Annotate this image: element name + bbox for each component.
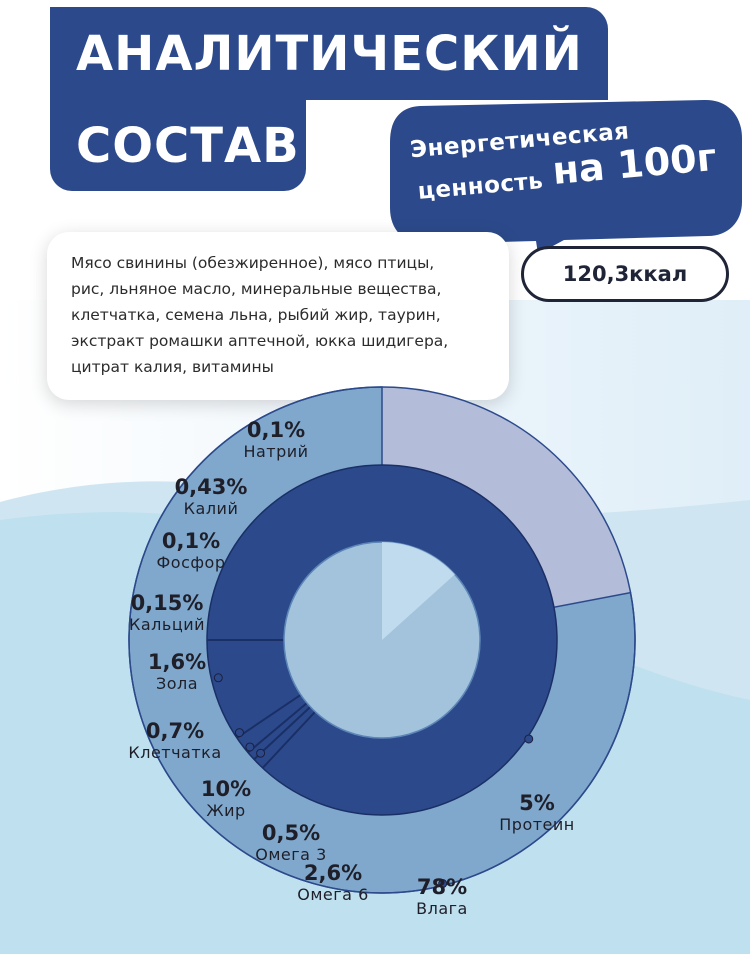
slice-name: Натрий [243, 442, 309, 461]
slice-label-0 [243, 419, 308, 461]
slice-label-4 [148, 651, 206, 693]
slice-name: Жир [206, 801, 246, 820]
slice-label-6 [201, 778, 251, 820]
slice-value: 0,15% [130, 591, 204, 615]
slice-value: 2,6% [303, 861, 363, 885]
slice-label-8 [297, 862, 368, 904]
energy-caption-line-2: ценность [416, 168, 545, 205]
slice-label-2 [157, 530, 226, 572]
slice-name: Фосфор [156, 553, 226, 572]
slice-label-9 [499, 792, 575, 834]
page-title-line-1: АНАЛИТИЧЕСКИЙ [50, 7, 608, 100]
omega6-marker [257, 749, 265, 757]
slice-value: 0,5% [261, 821, 321, 845]
slice-value: 78% [416, 875, 468, 899]
energy-value: 120,3ккал [562, 262, 688, 286]
energy-caption-per-100g: на 100г [550, 134, 719, 194]
slice-name: Влага [416, 899, 468, 918]
slice-value: 0,1% [246, 418, 306, 442]
slice-label-1 [175, 476, 248, 518]
slice-value: 5% [519, 791, 555, 815]
slice-name: Кальций [128, 615, 206, 634]
slice-name: Протеин [499, 815, 575, 834]
slice-value: 10% [200, 777, 252, 801]
protein-marker [525, 735, 533, 743]
slice-name: Калий [183, 499, 239, 518]
kletchatka-marker [235, 729, 243, 737]
energy-caption-line-1: Энергетическая [409, 118, 631, 164]
omega3-marker [246, 743, 254, 751]
slice-value: 0,43% [174, 475, 248, 499]
slice-value: 1,6% [147, 650, 207, 674]
slice-value: 0,1% [161, 529, 221, 553]
zola-marker [214, 674, 222, 682]
slice-name: Омега 3 [255, 845, 327, 864]
slice-name: Зола [155, 674, 199, 693]
slice-label-7 [255, 822, 326, 864]
page-title-line-2: СОСТАВ [50, 100, 306, 191]
slice-label-5 [128, 720, 221, 762]
slice-label-3 [129, 592, 205, 634]
slice-label-10 [416, 876, 468, 918]
composition-text: Мясо свинины (обезжиренное), мясо птицы, рис, льняное масло, минеральные вещества, клетчатка, семена льна, рыбий жир, таурин, экстракт ромашки аптечной, юкка шидигера, цитрат калия, витамины [71, 254, 449, 376]
slice-value: 0,7% [145, 719, 205, 743]
slice-name: Омега 6 [297, 885, 369, 904]
slice-name: Клетчатка [128, 743, 222, 762]
